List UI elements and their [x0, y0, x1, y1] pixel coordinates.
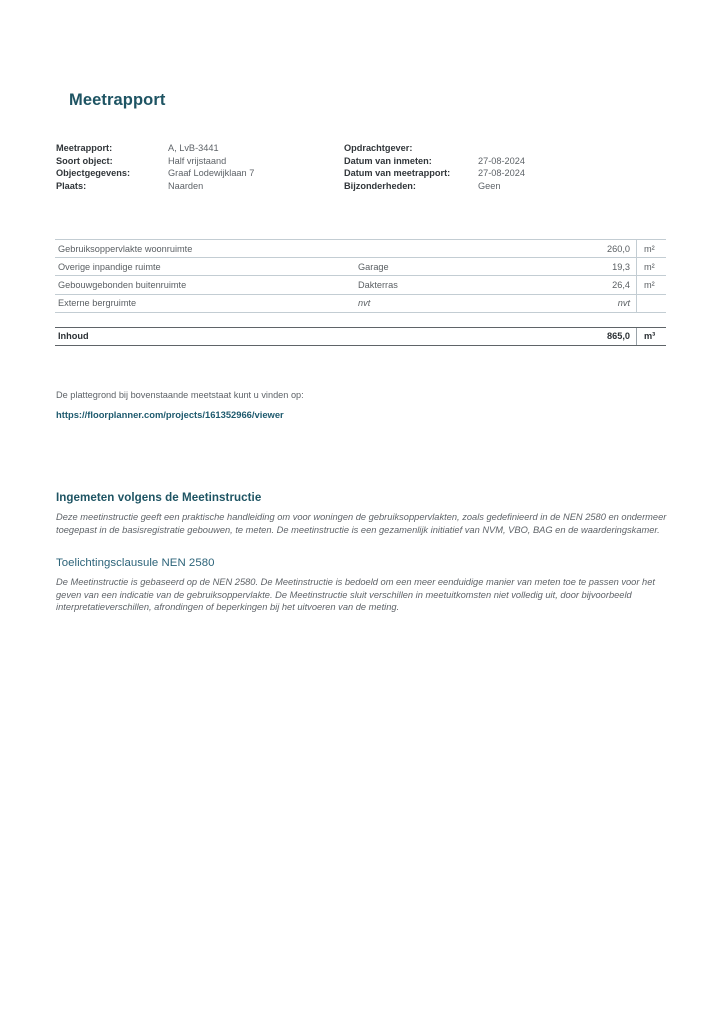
metadata-value: Graaf Lodewijklaan 7 — [168, 168, 255, 179]
section-heading-clause: Toelichtingsclausule NEN 2580 — [56, 557, 215, 569]
row-value: 26,4 — [612, 279, 630, 290]
row-label: Externe bergruimte — [58, 298, 137, 309]
row-detail: Dakterras — [358, 279, 398, 290]
metadata-row — [344, 168, 664, 181]
table-row — [55, 257, 666, 275]
metadata-right-column — [344, 143, 664, 193]
metadata-label: Soort object: — [56, 155, 113, 166]
metadata-label: Opdrachtgever: — [344, 143, 413, 153]
metadata-row — [56, 181, 346, 194]
row-unit: m² — [636, 276, 666, 293]
metadata-value: Geen — [478, 180, 501, 191]
measurement-table — [55, 239, 666, 346]
row-label: Overige inpandige ruimte — [58, 261, 161, 272]
row-detail: nvt — [358, 298, 371, 309]
row-unit: m² — [636, 258, 666, 275]
row-unit: m² — [636, 240, 666, 257]
metadata-row — [56, 168, 346, 181]
metadata-row — [56, 143, 346, 156]
metadata-value: Naarden — [168, 180, 204, 191]
metadata-label: Meetrapport: — [56, 143, 113, 153]
metadata-value: 27-08-2024 — [478, 155, 525, 166]
row-label: Gebruiksoppervlakte woonruimte — [58, 243, 193, 254]
section-body-clause: De Meetinstructie is gebaseerd op de NEN 2580. De Meetinstructie is bedoeld om een meer eenduidige manier van meten toe te passen voor het geven van een indicatie van de gebruiksoppervlakte. De Meetinstructie sluit verschillen in meetuitkomsten niet volledig uit, door bijvoorbeeld interpretatieverschillen, afrondingen of beperkingen bij het uitvoeren van de meting. — [56, 577, 655, 613]
table-spacer — [55, 313, 666, 327]
row-value: nvt — [617, 298, 630, 309]
table-row — [55, 239, 666, 257]
metadata-label: Datum van inmeten: — [344, 155, 432, 166]
row-value: 19,3 — [612, 261, 630, 272]
metadata-value: 27-08-2024 — [478, 168, 525, 179]
metadata-label: Plaats: — [56, 180, 87, 191]
metadata-left-column — [56, 143, 346, 193]
row-value: 260,0 — [607, 243, 630, 254]
table-total-row — [55, 327, 666, 346]
total-value: 865,0 — [607, 331, 630, 342]
section-body-measurement: Deze meetinstructie geeft een praktische handleiding om voor woningen de gebruiksoppervlakten, zoals gedefinieerd in de NEN 2580 en ondermeer toegepast in de basisregistratie gebouwen, te meten. De meetinstructie is een gezamenlijk initiatief van NVM, VBO, BAG en de waarderingskamer. — [56, 512, 667, 535]
metadata-label: Datum van meetrapport: — [344, 168, 451, 179]
metadata-label: Bijzonderheden: — [344, 180, 416, 191]
table-row — [55, 275, 666, 293]
row-label: Gebouwgebonden buitenruimte — [58, 279, 187, 290]
metadata-value: A, LvB-3441 — [168, 143, 219, 153]
total-label: Inhoud — [58, 331, 89, 342]
row-detail: Garage — [358, 261, 389, 272]
metadata-row — [344, 143, 664, 156]
total-unit: m³ — [636, 328, 666, 345]
row-unit — [636, 295, 666, 312]
floorplan-intro-text: De plattegrond bij bovenstaande meetstaat kunt u vinden op: — [56, 390, 304, 400]
metadata-row — [344, 181, 664, 194]
metadata-row — [344, 156, 664, 169]
floorplan-link[interactable]: https://floorplanner.com/projects/161352966/viewer — [56, 409, 284, 420]
metadata-label: Objectgegevens: — [56, 168, 131, 179]
section-heading-measurement: Ingemeten volgens de Meetinstructie — [56, 491, 262, 504]
metadata-value: Half vrijstaand — [168, 155, 227, 166]
table-row — [55, 294, 666, 312]
page-title: Meetrapport — [69, 91, 166, 109]
metadata-row — [56, 156, 346, 169]
